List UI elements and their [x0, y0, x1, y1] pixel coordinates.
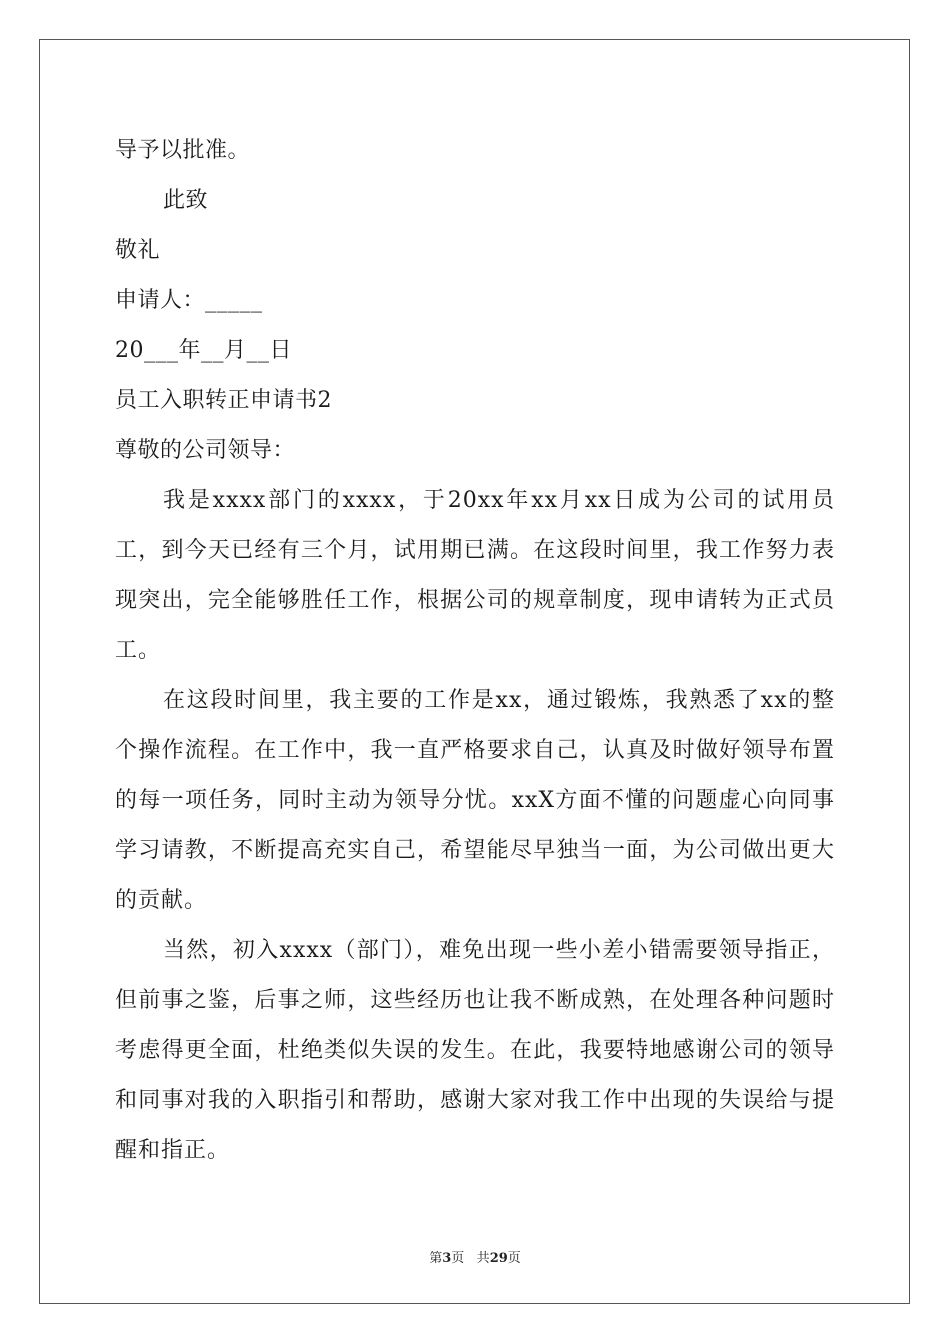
continuation-line: 导予以批准。: [115, 138, 251, 163]
closing-salutation: 此致: [163, 188, 209, 213]
page-footer: [0, 1247, 950, 1266]
paragraph-1: 我是xxxx部门的xxxx，于20xx年xx月xx日成为公司的试用员工，到今天已经有三个月，试用期已满。在这段时间里，我工作努力表现突出，完全能够胜任工作，根据公司的规章制度，现申请转为正式员工。: [115, 488, 835, 663]
paragraph-3: 当然，初入xxxx（部门），难免出现一些小差小错需要领导指正，但前事之鉴，后事之师，这些经历也让我不断成熟，在处理各种问题时考虑得更全面，杜绝类似失误的发生。在此，我要特地感谢公司的领导和同事对我的入职指引和帮助，感谢大家对我工作中出现的失误给与提醒和指正。: [115, 938, 835, 1163]
total-prefix: 共: [476, 1251, 490, 1266]
closing-regards: 敬礼: [115, 238, 161, 263]
greeting: 尊敬的公司领导：: [115, 438, 296, 463]
date-line: 20___年__月__日: [115, 338, 292, 363]
page-suffix: 页: [451, 1251, 465, 1266]
total-suffix: 页: [507, 1251, 521, 1266]
page-number: 3: [442, 1251, 452, 1266]
paragraph-2: 在这段时间里，我主要的工作是xx，通过锻炼，我熟悉了xx的整个操作流程。在工作中，我一直严格要求自己，认真及时做好领导布置的每一项任务，同时主动为领导分忧。xxX方面不懂的问题虚心向同事学习请教，不断提高充实自己，希望能尽早独当一面，为公司做出更大的贡献。: [115, 688, 835, 913]
page-prefix: 第: [429, 1251, 443, 1266]
document-body: [115, 126, 835, 1176]
section-title: 员工入职转正申请书2: [115, 388, 332, 413]
total-pages: 29: [489, 1251, 508, 1266]
applicant-line: 申请人：_____: [115, 288, 263, 313]
